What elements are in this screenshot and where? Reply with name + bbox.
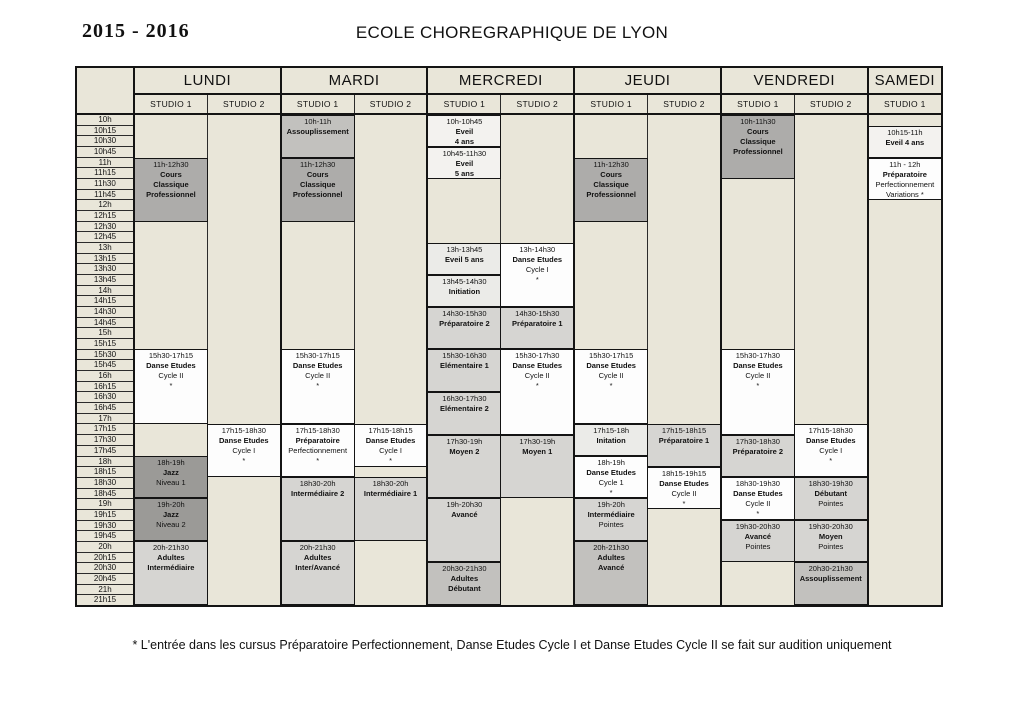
time-cell: 19h	[77, 499, 133, 510]
class-line: 19h-20h	[597, 500, 625, 510]
studio-header-row	[282, 95, 427, 115]
class-line: Danse Etudes	[586, 361, 636, 371]
class-block	[868, 126, 942, 158]
day-grid	[428, 115, 573, 605]
class-line: *	[316, 381, 320, 391]
class-line: 17h30-19h	[519, 436, 556, 446]
class-line: Danse Etudes	[219, 435, 269, 445]
class-line: Cours	[160, 169, 182, 179]
class-line: 14h30-15h30	[515, 308, 560, 318]
class-line: Préparatoire 2	[732, 446, 784, 456]
class-line: Jazz	[163, 467, 179, 477]
class-line: Adultes	[303, 553, 332, 563]
class-line: Eveil 4 ans	[885, 137, 925, 147]
day-grid	[135, 115, 280, 605]
class-line: Eveil 5 ans	[445, 254, 484, 264]
day-group-vendredi	[720, 68, 867, 605]
time-cell: 16h15	[77, 382, 133, 393]
class-line: Cycle I	[525, 264, 549, 274]
class-block	[647, 424, 721, 467]
class-block	[574, 158, 648, 222]
class-line: Niveau 1	[156, 477, 186, 487]
class-block	[134, 158, 208, 222]
class-line: Eveil	[455, 127, 474, 136]
time-cell: 10h15	[77, 126, 133, 137]
class-block	[427, 435, 501, 499]
time-cell: 12h30	[77, 222, 133, 233]
class-line: 20h30-21h30	[808, 564, 853, 574]
studio-column	[355, 115, 427, 605]
class-line: 20h-21h30	[153, 543, 189, 553]
time-cell: 16h30	[77, 392, 133, 403]
class-line: Avancé	[451, 510, 478, 520]
class-line: 17h15-18h15	[661, 425, 707, 435]
time-cell: 14h	[77, 286, 133, 297]
class-line: Préparatoire 2	[439, 318, 490, 328]
studio-header-row	[869, 95, 941, 115]
studio-header: STUDIO 1	[722, 95, 795, 113]
class-line: Pointes	[598, 520, 624, 530]
timetable	[75, 66, 943, 607]
class-block	[427, 349, 501, 392]
studio-header: STUDIO 1	[282, 95, 355, 113]
class-line: Cycle II	[598, 371, 624, 381]
class-line: 10h-11h	[304, 117, 332, 126]
day-group-lundi	[133, 68, 280, 605]
class-line: 18h30-20h	[299, 479, 336, 489]
time-cell: 20h45	[77, 574, 133, 585]
class-block	[281, 158, 355, 222]
studio-column	[795, 115, 867, 605]
time-cell: 16h45	[77, 403, 133, 414]
class-block	[868, 158, 942, 201]
class-block	[281, 541, 355, 605]
class-line: Classique	[740, 137, 776, 146]
class-line: 17h30-19h	[446, 436, 483, 446]
class-block	[427, 307, 501, 350]
time-cell: 15h45	[77, 360, 133, 371]
class-line: Cycle I	[819, 445, 843, 455]
class-line: 11h-12h30	[300, 159, 336, 169]
studio-header: STUDIO 1	[575, 95, 648, 113]
day-grid	[722, 115, 867, 605]
class-block	[721, 520, 795, 563]
day-grid	[282, 115, 427, 605]
time-cell: 15h	[77, 328, 133, 339]
class-line: Danse Etudes	[146, 361, 196, 371]
class-line: Cycle I	[379, 445, 402, 455]
day-header: JEUDI	[575, 68, 720, 95]
class-line: 4 ans	[454, 137, 474, 146]
class-block	[427, 147, 501, 179]
class-line: Elémentaire 2	[440, 403, 489, 413]
class-line: 20h-21h30	[299, 543, 336, 553]
class-line: Jazz	[163, 510, 179, 520]
studio-column	[428, 115, 501, 605]
time-cell: 13h	[77, 243, 133, 254]
class-block	[574, 456, 648, 499]
time-cell: 13h30	[77, 264, 133, 275]
class-line: 15h30-17h15	[148, 351, 194, 361]
class-line: Avancé	[744, 531, 772, 541]
studio-header-row	[135, 95, 280, 115]
time-cell: 15h15	[77, 339, 133, 350]
class-line: Eveil	[455, 158, 474, 168]
class-line: Perfectionnement	[875, 179, 935, 189]
class-line: 15h30-17h15	[589, 351, 634, 361]
class-block	[354, 424, 428, 467]
class-line: Assouplissement	[799, 574, 862, 584]
class-line: Adultes	[597, 553, 625, 563]
corner-cell	[77, 68, 133, 115]
page-title: ECOLE CHOREGRAPHIQUE DE LYON	[355, 23, 669, 42]
class-block	[134, 498, 208, 541]
studio-column	[869, 115, 941, 605]
day-group-jeudi	[573, 68, 720, 605]
studio-header: STUDIO 2	[208, 95, 280, 113]
class-line: Inter/Avancé	[295, 563, 341, 573]
class-block	[427, 115, 501, 147]
class-line: Cycle II	[745, 499, 771, 509]
class-line: Adultes	[157, 553, 185, 563]
studio-column	[135, 115, 208, 605]
class-line: Cours	[600, 169, 622, 179]
class-line: Danse Etudes	[659, 478, 709, 488]
time-cell: 20h	[77, 542, 133, 553]
class-block	[794, 562, 868, 605]
class-line: 13h45-14h30	[442, 276, 487, 286]
class-line: Classique	[153, 179, 189, 189]
time-cell: 14h15	[77, 296, 133, 307]
class-line: Danse Etudes	[512, 361, 563, 371]
class-line: Cours	[306, 169, 329, 179]
class-block	[794, 477, 868, 520]
class-line: Niveau 2	[156, 520, 186, 530]
class-line: 18h30-20h	[372, 479, 409, 489]
class-block	[134, 541, 208, 605]
class-line: 10h-11h30	[740, 117, 776, 126]
class-line: Avancé	[597, 563, 625, 573]
class-line: Initation	[596, 435, 626, 445]
class-block	[721, 477, 795, 520]
class-line: Préparatoire	[295, 435, 340, 445]
time-cell: 14h45	[77, 318, 133, 329]
time-column	[77, 68, 133, 605]
time-cell: 16h	[77, 371, 133, 382]
time-cell: 12h45	[77, 232, 133, 243]
class-line: 18h30-19h30	[808, 479, 853, 489]
class-line: Initiation	[448, 286, 481, 296]
time-cell: 12h	[77, 200, 133, 211]
class-line: Débutant	[448, 584, 481, 594]
class-line: Pointes	[818, 541, 844, 551]
class-line: 10h-10h45	[446, 117, 483, 126]
studio-header-row	[428, 95, 573, 115]
class-block	[647, 467, 721, 510]
class-block	[281, 424, 355, 477]
class-line: Intermédiaire	[147, 563, 195, 573]
class-block	[794, 424, 868, 477]
class-block	[427, 275, 501, 307]
class-block	[500, 243, 574, 307]
class-block	[500, 349, 574, 434]
class-line: Assouplissement	[286, 127, 349, 136]
class-line: *	[829, 455, 833, 465]
class-line: 18h-19h	[597, 457, 625, 467]
time-cell: 10h45	[77, 147, 133, 158]
class-line: 15h30-17h15	[295, 351, 340, 361]
day-header: LUNDI	[135, 68, 280, 95]
time-cell: 19h30	[77, 521, 133, 532]
class-line: 10h45-11h30	[442, 148, 487, 158]
time-cell: 19h15	[77, 510, 133, 521]
class-block	[281, 349, 355, 424]
class-line: *	[535, 381, 539, 391]
time-cell: 11h	[77, 158, 133, 169]
class-line: 17h15-18h30	[808, 425, 853, 435]
class-line: *	[389, 455, 392, 465]
class-block	[134, 456, 208, 499]
time-cells	[77, 115, 133, 605]
class-block	[134, 349, 208, 424]
class-line: Débutant	[814, 489, 847, 499]
studio-header-row	[575, 95, 720, 115]
class-line: Préparatoire	[882, 169, 927, 179]
studio-header: STUDIO 2	[795, 95, 867, 113]
class-line: *	[169, 381, 173, 391]
class-line: *	[242, 455, 246, 465]
class-line: Cycle I	[232, 445, 256, 455]
class-line: Préparatoire 1	[512, 318, 563, 328]
studio-column	[208, 115, 280, 605]
class-block	[794, 520, 868, 563]
class-line: Moyen 1	[522, 446, 553, 456]
studio-header: STUDIO 2	[501, 95, 573, 113]
class-line: 18h-19h	[157, 457, 185, 467]
time-cell: 10h30	[77, 136, 133, 147]
studio-column	[722, 115, 795, 605]
class-line: 15h30-17h30	[515, 351, 560, 361]
class-line: Intermédiaire 2	[290, 489, 345, 499]
class-line: Pointes	[745, 541, 771, 551]
class-line: Moyen	[818, 531, 843, 541]
class-line: Cycle II	[158, 371, 184, 381]
class-line: Adultes	[450, 574, 479, 584]
class-line: 14h30-15h30	[442, 308, 487, 318]
time-cell: 12h15	[77, 211, 133, 222]
day-header: MARDI	[282, 68, 427, 95]
class-line: Danse Etudes	[805, 435, 856, 445]
class-line: 19h-20h	[157, 500, 185, 510]
class-block	[574, 541, 648, 605]
class-line: 10h15-11h	[887, 127, 923, 137]
class-line: *	[756, 509, 760, 519]
time-cell: 13h45	[77, 275, 133, 286]
year-label: 2015 - 2016	[82, 20, 190, 42]
class-line: Professionnel	[292, 189, 343, 199]
class-line: Danse Etudes	[512, 254, 563, 264]
studio-header: STUDIO 2	[355, 95, 427, 113]
class-line: *	[316, 455, 320, 465]
studio-header: STUDIO 1	[428, 95, 501, 113]
class-line: Moyen 2	[449, 446, 480, 456]
class-line: 15h30-16h30	[442, 351, 487, 361]
class-line: 17h15-18h30	[295, 425, 340, 435]
time-cell: 17h30	[77, 435, 133, 446]
class-line: Perfectionnement	[288, 445, 348, 455]
time-cell: 20h30	[77, 563, 133, 574]
class-block	[427, 498, 501, 562]
class-line: Danse Etudes	[733, 489, 783, 499]
class-line: *	[609, 487, 613, 497]
class-block	[721, 115, 795, 179]
studio-header: STUDIO 2	[648, 95, 720, 113]
class-line: *	[756, 381, 760, 391]
studio-column	[648, 115, 720, 605]
class-line: 11h-12h30	[153, 159, 189, 169]
day-group-mardi	[280, 68, 427, 605]
studio-header-row	[722, 95, 867, 115]
class-line: Classique	[593, 179, 629, 189]
class-line: Préparatoire 1	[658, 435, 710, 445]
time-cell: 20h15	[77, 553, 133, 564]
time-cell: 15h30	[77, 350, 133, 361]
time-cell: 17h45	[77, 446, 133, 457]
time-cell: 18h15	[77, 467, 133, 478]
time-cell: 11h45	[77, 190, 133, 201]
class-line: Danse Etudes	[586, 467, 636, 477]
time-cell: 11h30	[77, 179, 133, 190]
class-line: 13h-13h45	[446, 244, 483, 254]
class-block	[721, 435, 795, 478]
class-block	[427, 562, 501, 605]
studio-column	[282, 115, 355, 605]
class-line: Elémentaire 1	[440, 361, 489, 371]
footnote: * L'entrée dans les cursus Préparatoire Perfectionnement, Danse Etudes Cycle I et Danse Etudes Cycle II se fait sur audition uniquement	[132, 638, 892, 652]
class-line: *	[682, 498, 686, 508]
time-cell: 19h45	[77, 531, 133, 542]
time-cell: 18h	[77, 457, 133, 468]
class-line: Pointes	[818, 499, 844, 509]
class-line: Cycle II	[305, 371, 331, 381]
time-cell: 17h15	[77, 424, 133, 435]
class-line: 17h15-18h30	[221, 425, 266, 435]
class-block	[354, 477, 428, 541]
time-cell: 13h15	[77, 254, 133, 265]
time-cell: 11h15	[77, 168, 133, 179]
studio-column	[501, 115, 573, 605]
class-block	[574, 498, 648, 541]
class-line: 17h15-18h	[593, 425, 630, 435]
class-block	[721, 349, 795, 434]
class-line: Danse Etudes	[292, 361, 343, 371]
class-line: Professionnel	[146, 189, 196, 199]
class-block	[574, 349, 648, 424]
class-block	[281, 115, 355, 158]
class-line: 11h - 12h	[889, 159, 921, 169]
class-line: 19h30-20h30	[735, 521, 780, 531]
day-header: VENDREDI	[722, 68, 867, 95]
class-line: Cycle 1	[598, 477, 624, 487]
class-line: 5 ans	[454, 168, 474, 178]
time-cell: 10h	[77, 115, 133, 126]
class-line: 17h30-18h30	[735, 436, 780, 446]
class-line: Cycle II	[524, 371, 550, 381]
class-block	[207, 424, 281, 477]
class-line: Cours	[747, 127, 769, 136]
time-cell: 21h15	[77, 595, 133, 605]
day-header: SAMEDI	[869, 68, 941, 95]
class-line: 15h30-17h30	[735, 351, 780, 361]
class-line: Classique	[299, 179, 336, 189]
day-group-mercredi	[426, 68, 573, 605]
class-block	[427, 243, 501, 275]
class-line: 11h-12h30	[593, 159, 629, 169]
class-line: 18h15-19h15	[661, 468, 707, 478]
class-line: Danse Etudes	[733, 361, 783, 371]
class-line: 20h30-21h30	[442, 564, 487, 574]
class-line: Cycle II	[745, 371, 771, 381]
class-line: 19h30-20h30	[808, 521, 853, 531]
class-line: 16h30-17h30	[442, 393, 487, 403]
class-line: 19h-20h30	[446, 500, 483, 510]
class-line: 20h-21h30	[593, 543, 630, 553]
class-line: *	[609, 381, 613, 391]
day-group-samedi	[867, 68, 941, 605]
class-block	[427, 392, 501, 435]
class-block	[500, 307, 574, 350]
class-line: Intermédiaire	[587, 510, 635, 520]
class-line: 17h15-18h15	[368, 425, 413, 435]
studio-header: STUDIO 1	[869, 95, 941, 113]
class-line: Variations *	[885, 189, 924, 199]
class-line: 18h30-19h30	[735, 479, 780, 489]
class-line: Intermédiaire 1	[363, 489, 418, 499]
time-cell: 18h30	[77, 478, 133, 489]
class-line: *	[535, 274, 539, 284]
class-block	[574, 424, 648, 456]
class-line: Cycle II	[671, 488, 697, 498]
class-block	[500, 435, 574, 499]
studio-column	[575, 115, 648, 605]
class-line: Professionnel	[586, 189, 636, 199]
time-cell: 21h	[77, 585, 133, 596]
time-cell: 17h	[77, 414, 133, 425]
time-cell: 18h45	[77, 489, 133, 500]
class-block	[281, 477, 355, 541]
day-grid	[575, 115, 720, 605]
class-line: Danse Etudes	[365, 435, 416, 445]
day-grid	[869, 115, 941, 605]
class-line: 13h-14h30	[519, 244, 556, 254]
day-header: MERCREDI	[428, 68, 573, 95]
class-line: Professionnel	[733, 147, 783, 156]
studio-header: STUDIO 1	[135, 95, 208, 113]
time-cell: 14h30	[77, 307, 133, 318]
